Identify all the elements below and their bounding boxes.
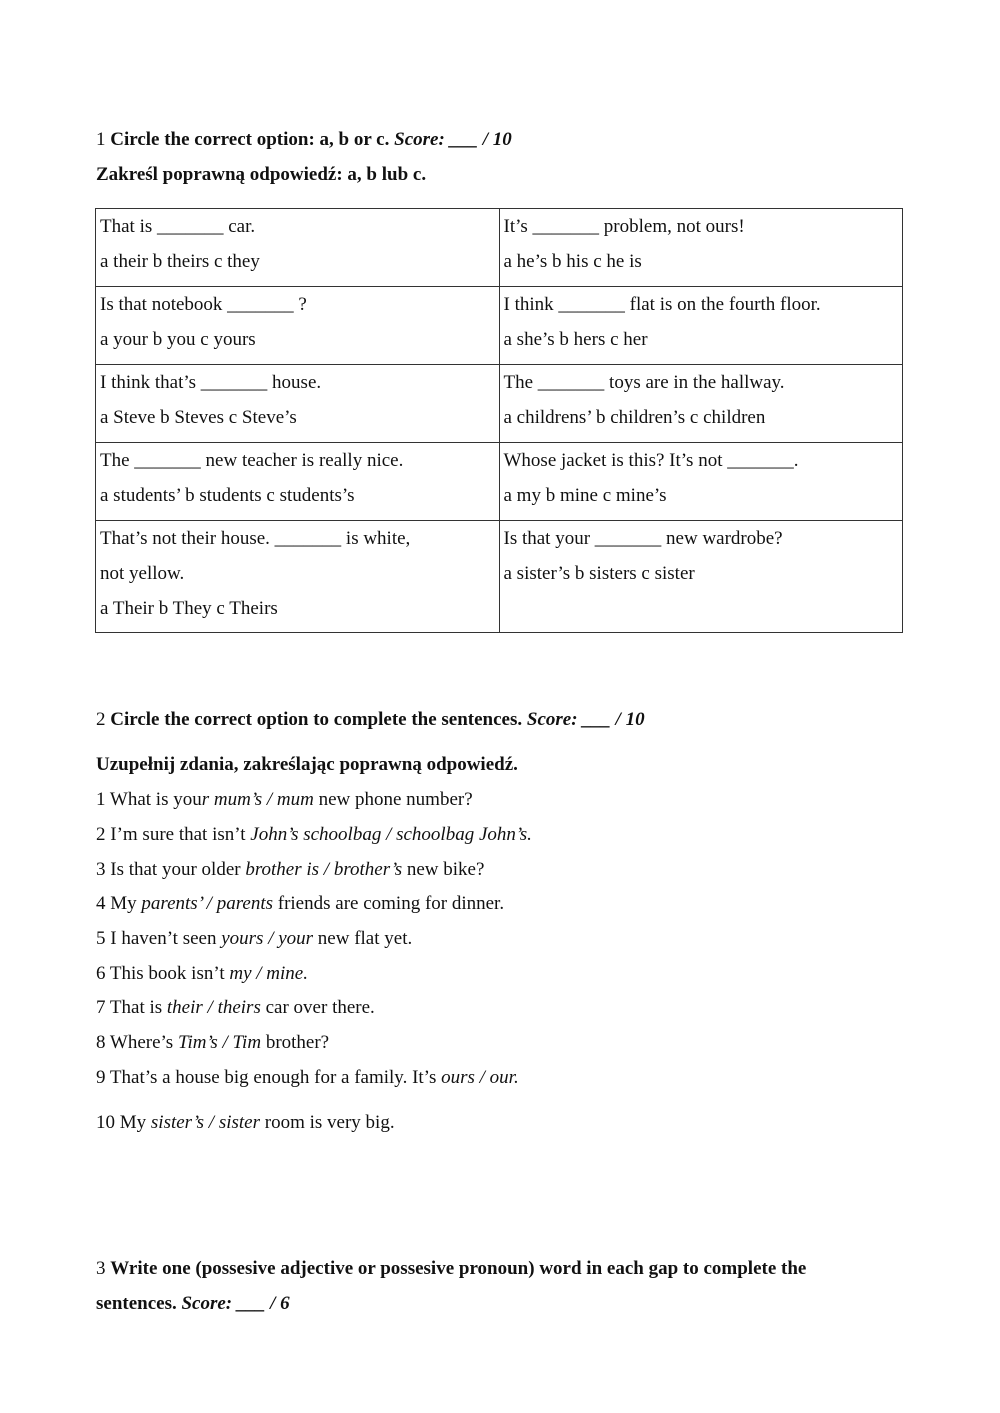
sentence-item: 2 I’m sure that isn’t John’s schoolbag / schoolbag John’s.	[96, 824, 532, 845]
question-cell	[499, 443, 903, 521]
section1-title: Circle the correct option: a, b or c.	[110, 129, 390, 150]
options-text: a childrens’ b children’s c children	[503, 407, 766, 428]
sentence-item: 8 Where’s Tim’s / Tim brother?	[96, 1032, 330, 1053]
table-row	[96, 443, 903, 521]
question-cell	[499, 287, 903, 365]
question-cell	[96, 443, 500, 521]
section1-heading	[96, 129, 512, 151]
sentence-item: 9 That’s a house big enough for a family. It’s ours / our.	[96, 1067, 519, 1088]
question-text: I think _______ flat is on the fourth floor.	[503, 294, 821, 315]
question-cell	[96, 521, 500, 633]
question-cell	[499, 209, 903, 287]
options-text: a my b mine c mine’s	[503, 485, 667, 506]
sentence-item: 7 That is their / theirs car over there.	[96, 997, 375, 1018]
question-cell	[499, 521, 903, 633]
section2-number: 2	[96, 709, 106, 730]
question-text: Is that your _______ new wardrobe?	[503, 528, 783, 549]
question-text: I think that’s _______ house.	[100, 372, 322, 393]
options-text: a your b you c yours	[100, 329, 256, 350]
section2-title: Circle the correct option to complete the sentences.	[110, 709, 523, 730]
table-row	[96, 365, 903, 443]
question-text: The _______ new teacher is really nice.	[100, 450, 404, 471]
sentence-item: 3 Is that your older brother is / brother’s new bike?	[96, 859, 485, 880]
section3-score: Score: ___ / 6	[181, 1293, 290, 1314]
section1-number: 1	[96, 129, 106, 150]
section2-subtitle: Uzupełnij zdania, zakreślając poprawną odpowiedź.	[96, 754, 518, 775]
options-text: a Steve b Steves c Steve’s	[100, 407, 297, 428]
section3-number: 3	[96, 1258, 106, 1279]
question-cell	[499, 365, 903, 443]
section2-score: Score: ___ / 10	[526, 709, 645, 730]
table-row	[96, 521, 903, 633]
options-text: a students’ b students c students’s	[100, 485, 355, 506]
options-text: a sister’s b sisters c sister	[503, 563, 695, 584]
question-text: That’s not their house. _______ is white,	[100, 528, 411, 549]
question-text: The _______ toys are in the hallway.	[503, 372, 785, 393]
question-text: Is that notebook _______ ?	[100, 294, 307, 315]
exercise1-table	[95, 208, 903, 633]
question-text: That is _______ car.	[100, 216, 256, 237]
question-text: It’s _______ problem, not ours!	[503, 216, 745, 237]
options-text: a their b theirs c they	[100, 251, 260, 272]
section3-title-line1: Write one (possesive adjective or possesive pronoun) word in each gap to complete the	[110, 1258, 807, 1279]
question-text-continued: not yellow.	[100, 563, 185, 584]
sentence-item: 1 What is your mum’s / mum new phone number?	[96, 789, 473, 810]
table-row	[96, 209, 903, 287]
section2-heading	[96, 709, 645, 731]
section1-score: Score: ___ / 10	[394, 129, 512, 150]
sentence-item: 5 I haven’t seen yours / your new flat yet.	[96, 928, 413, 949]
section3-heading	[96, 1258, 806, 1280]
question-cell	[96, 287, 500, 365]
options-text: a she’s b hers c her	[503, 329, 648, 350]
section3-title-line2: sentences.	[96, 1293, 177, 1314]
options-text: a he’s b his c he is	[503, 251, 642, 272]
section3-heading-line2	[96, 1293, 290, 1315]
sentence-item: 4 My parents’ / parents friends are coming for dinner.	[96, 893, 505, 914]
table-row	[96, 287, 903, 365]
question-text: Whose jacket is this? It’s not _______.	[503, 450, 799, 471]
options-text: a Their b They c Theirs	[100, 598, 278, 619]
sentence-item: 10 My sister’s / sister room is very big.	[96, 1112, 395, 1133]
sentence-item: 6 This book isn’t my / mine.	[96, 963, 308, 984]
question-cell	[96, 365, 500, 443]
section1-subtitle: Zakreśl poprawną odpowiedź: a, b lub c.	[96, 164, 427, 185]
question-cell	[96, 209, 500, 287]
